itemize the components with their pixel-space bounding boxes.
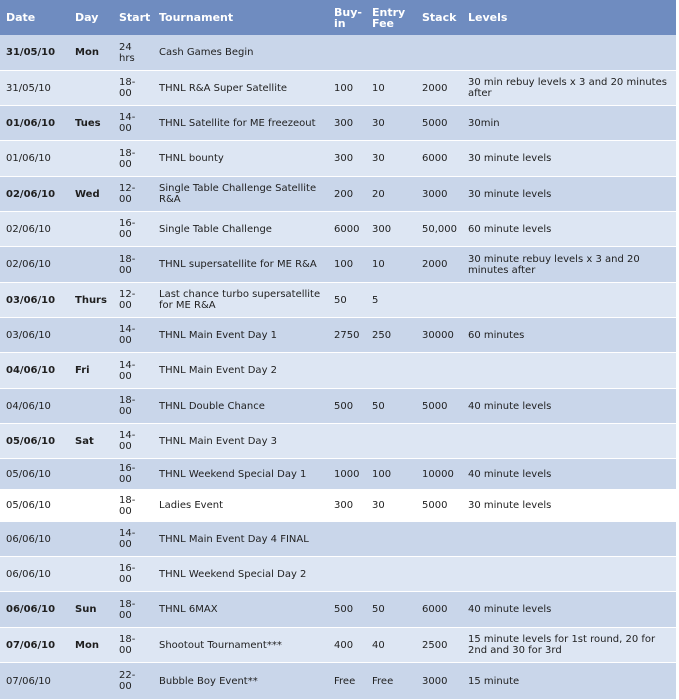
row-buyin: 400: [334, 639, 354, 651]
row-stack: 5000: [422, 500, 448, 511]
row-day: [75, 318, 117, 352]
row-day: [75, 247, 117, 282]
row-tournament: THNL Satellite for ME freezeout: [159, 117, 316, 129]
row-levels: [468, 35, 668, 70]
row-buyin: [334, 35, 368, 70]
row-start: 18-00: [119, 147, 136, 170]
row-date: 01/06/10: [6, 117, 56, 129]
row-stack: 6000: [422, 153, 448, 164]
row-tournament: Last chance turbo supersatellite for ME R&A: [159, 289, 321, 311]
row-fee: Free: [372, 675, 394, 687]
row-day: [75, 389, 117, 423]
row-stack: [422, 353, 464, 388]
row-tournament: Single Table Challenge: [159, 223, 272, 235]
row-stack: 2000: [422, 82, 448, 94]
row-stack: [422, 424, 464, 458]
row-tournament: THNL 6MAX: [159, 604, 218, 615]
row-tournament: THNL supersatellite for ME R&A: [159, 259, 317, 270]
row-buyin: 50: [334, 294, 347, 306]
row-buyin: 300: [334, 153, 354, 164]
row-day: Sat: [75, 435, 94, 447]
row-fee: 40: [372, 639, 385, 651]
row-fee: 100: [372, 468, 392, 480]
row-day: [75, 141, 117, 176]
row-day: [75, 459, 117, 489]
row-fee: [372, 557, 416, 591]
row-date: 04/06/10: [6, 365, 56, 376]
row-date: 05/06/10: [6, 500, 51, 511]
row-buyin: 1000: [334, 468, 360, 480]
row-levels: [468, 522, 668, 556]
row-buyin: 500: [334, 604, 354, 615]
row-fee: 30: [372, 153, 385, 164]
row-levels: 15 minute: [468, 675, 520, 687]
table-row: [0, 663, 676, 700]
row-start: 14-00: [119, 112, 136, 134]
row-levels: 40 minute levels: [468, 604, 552, 615]
row-tournament: THNL Main Event Day 1: [159, 329, 278, 341]
table-row: [0, 557, 676, 592]
row-levels: 30 minute rebuy levels x 3 and 20 minutes after: [468, 253, 640, 276]
row-start: 14-00: [119, 359, 136, 382]
row-start: 24 hrs: [119, 41, 135, 64]
row-fee: 30: [372, 117, 385, 129]
table-row: [0, 628, 676, 663]
row-tournament: THNL Weekend Special Day 1: [159, 468, 307, 480]
row-date: 02/06/10: [6, 223, 51, 235]
row-start: 14-00: [119, 430, 136, 452]
row-day: Thurs: [75, 294, 107, 306]
row-stack: [422, 557, 464, 591]
row-date: 05/06/10: [6, 435, 56, 447]
table-row: [0, 490, 676, 522]
row-day: Wed: [75, 188, 100, 200]
row-stack: 3000: [422, 188, 448, 200]
row-date: 03/06/10: [6, 329, 51, 341]
table-row: [0, 247, 676, 283]
row-buyin: 6000: [334, 223, 360, 235]
row-fee: [372, 424, 416, 458]
row-date: 03/06/10: [6, 294, 56, 306]
table-row: [0, 318, 676, 353]
row-buyin: [334, 557, 368, 591]
table-row: [0, 212, 676, 247]
row-buyin: [334, 353, 368, 388]
row-stack: 50,000: [422, 223, 457, 235]
row-levels: [468, 557, 668, 591]
row-date: 31/05/10: [6, 82, 51, 94]
row-date: 05/06/10: [6, 468, 51, 480]
row-stack: 10000: [422, 468, 454, 480]
header-start: Start: [119, 11, 151, 24]
row-buyin: 100: [334, 259, 354, 270]
row-date: 06/06/10: [6, 533, 51, 545]
row-start: 18-00: [119, 253, 136, 276]
row-stack: 30000: [422, 329, 454, 341]
row-levels: 60 minutes: [468, 329, 525, 341]
row-stack: 5000: [422, 400, 448, 412]
row-fee: [372, 35, 416, 70]
header-tournament: Tournament: [159, 11, 234, 24]
row-tournament: Shootout Tournament***: [159, 639, 282, 651]
table-row: [0, 283, 676, 318]
row-tournament: Bubble Boy Event**: [159, 675, 258, 687]
row-start: 22-00: [119, 670, 136, 692]
table-row: [0, 389, 676, 424]
row-tournament: THNL Weekend Special Day 2: [159, 568, 307, 580]
row-levels: 30 minute levels: [468, 153, 552, 164]
row-buyin: [334, 522, 368, 556]
row-start: 18-00: [119, 494, 136, 517]
row-fee: 5: [372, 294, 379, 306]
row-day: [75, 212, 117, 246]
row-tournament: Cash Games Begin: [159, 47, 254, 58]
row-start: 18-00: [119, 598, 136, 621]
row-tournament: THNL Double Chance: [159, 400, 265, 412]
row-stack: [422, 35, 464, 70]
table-header: [0, 0, 676, 35]
row-day: [75, 663, 117, 699]
header-levels: Levels: [468, 11, 508, 24]
row-date: 07/06/10: [6, 675, 51, 687]
row-day: [75, 490, 117, 521]
row-date: 01/06/10: [6, 153, 51, 164]
row-levels: 60 minute levels: [468, 223, 552, 235]
row-levels: [468, 353, 668, 388]
row-stack: 5000: [422, 117, 448, 129]
row-stack: [422, 283, 464, 317]
row-fee: 50: [372, 604, 385, 615]
row-levels: 40 minute levels: [468, 468, 552, 480]
row-levels: [468, 283, 668, 317]
row-start: 12-00: [119, 289, 136, 311]
row-buyin: 2750: [334, 329, 360, 341]
table-row: [0, 71, 676, 106]
row-fee: 300: [372, 223, 392, 235]
table-row: [0, 353, 676, 389]
row-date: 04/06/10: [6, 400, 51, 412]
table-row: [0, 459, 676, 490]
table-row: [0, 106, 676, 141]
row-fee: 10: [372, 82, 385, 94]
table-row: [0, 522, 676, 557]
row-fee: 250: [372, 329, 392, 341]
row-buyin: [334, 424, 368, 458]
row-fee: 30: [372, 500, 385, 511]
row-day: [75, 522, 117, 556]
row-levels: 15 minute levels for 1st round, 20 for 2nd and 30 for 3rd: [468, 634, 656, 656]
row-buyin: 100: [334, 82, 354, 94]
row-stack: 2000: [422, 259, 448, 270]
row-levels: 40 minute levels: [468, 400, 552, 412]
row-tournament: THNL Main Event Day 4 FINAL: [159, 533, 309, 545]
row-start: 18-00: [119, 634, 136, 656]
row-stack: 2500: [422, 639, 448, 651]
row-fee: 10: [372, 259, 385, 270]
row-day: Fri: [75, 365, 90, 376]
row-fee: 50: [372, 400, 385, 412]
row-start: 18-00: [119, 77, 136, 99]
row-tournament: THNL bounty: [159, 153, 224, 164]
row-day: [75, 557, 117, 591]
header-buyin: Buy-in: [334, 5, 362, 30]
row-fee: [372, 353, 416, 388]
row-tournament: Single Table Challenge Satellite R&A: [159, 183, 317, 205]
row-start: 16-00: [119, 218, 136, 240]
row-day: Mon: [75, 639, 99, 651]
row-start: 16-00: [119, 563, 136, 585]
row-stack: 6000: [422, 604, 448, 615]
row-start: 14-00: [119, 528, 136, 550]
row-start: 16-00: [119, 463, 136, 485]
row-buyin: 200: [334, 188, 354, 200]
header-date: Date: [6, 11, 36, 24]
row-date: 06/06/10: [6, 568, 51, 580]
row-date: 02/06/10: [6, 188, 56, 200]
row-stack: 3000: [422, 675, 448, 687]
row-levels: [468, 424, 668, 458]
row-start: 12-00: [119, 183, 136, 205]
row-fee: [372, 522, 416, 556]
row-start: 14-00: [119, 324, 136, 346]
row-levels: 30 min rebuy levels x 3 and 20 minutes after: [468, 77, 667, 99]
row-stack: [422, 522, 464, 556]
header-stack: Stack: [422, 11, 457, 24]
row-tournament: THNL Main Event Day 3: [159, 435, 278, 447]
row-tournament: THNL Main Event Day 2: [159, 365, 278, 376]
row-tournament: Ladies Event: [159, 500, 224, 511]
row-day: [75, 71, 117, 105]
table-row: [0, 141, 676, 177]
row-fee: 20: [372, 188, 385, 200]
header-day: Day: [75, 11, 99, 24]
row-levels: 30 minute levels: [468, 188, 552, 200]
row-buyin: 300: [334, 500, 354, 511]
row-start: 18-00: [119, 395, 136, 417]
row-date: 07/06/10: [6, 639, 56, 651]
row-date: 02/06/10: [6, 259, 51, 270]
row-day: Sun: [75, 604, 97, 615]
row-date: 31/05/10: [6, 47, 56, 58]
row-day: Tues: [75, 117, 101, 129]
table-row: [0, 35, 676, 71]
row-day: Mon: [75, 47, 99, 58]
row-levels: 30 minute levels: [468, 500, 552, 511]
table-row: [0, 592, 676, 628]
row-buyin: Free: [334, 675, 356, 687]
row-buyin: 500: [334, 400, 354, 412]
header-fee: Entry Fee: [372, 5, 406, 30]
row-date: 06/06/10: [6, 604, 56, 615]
table-row: [0, 177, 676, 212]
row-buyin: 300: [334, 117, 354, 129]
table-row: [0, 424, 676, 459]
row-tournament: THNL R&A Super Satellite: [159, 82, 288, 94]
row-levels: 30min: [468, 117, 500, 129]
